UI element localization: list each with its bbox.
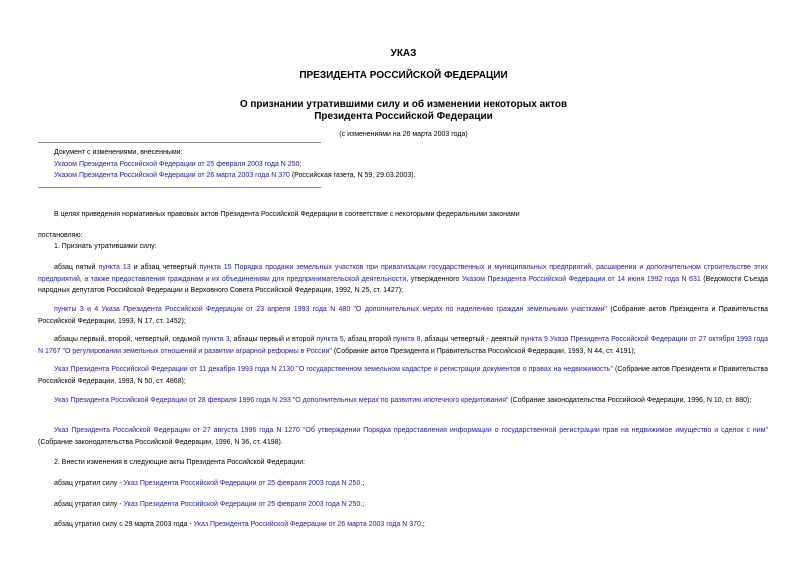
docinfo-heading: Документ с изменениями, внесенными: <box>54 149 183 156</box>
p3-text-5: (Собрание актов Президента и Правительства Российской Федерации, 1993, N 44, ст. 4191); <box>331 347 636 355</box>
a3-text-2: .; <box>420 521 425 528</box>
p3-text-4: , абзацы четвертый - девятый <box>420 336 521 343</box>
amend-line-1 <box>54 478 364 490</box>
p1-link-item13[interactable]: пункта 13 <box>98 264 131 271</box>
p1-text-3: , утвержденного <box>406 275 462 283</box>
p3-link-item8[interactable]: пункта 8 <box>393 336 421 343</box>
p4-text-1: (Собрание актов Президента и Правительства Российской Федерации, 1993, N 50, ст. 4868); <box>38 366 768 385</box>
paragraph-3 <box>38 334 768 357</box>
p2-text-1: (Собрание актов Президента и Правительства Российской Федерации, 1993, N 17, ст. 1452); <box>38 306 768 325</box>
bottom-divider <box>38 187 321 188</box>
p3-text-2: , абзацы первый и второй <box>229 336 317 343</box>
doc-issuer: ПРЕЗИДЕНТА РОССИЙСКОЙ ФЕДЕРАЦИИ <box>299 70 508 81</box>
amendment-link-250[interactable]: Указом Президента Российской Федерации от 25 февраля 2003 года N 250 <box>54 161 300 168</box>
p1-link-decree631[interactable]: Указом Президента Российской Федерации от 14 июня 1992 года N 631 <box>461 275 701 283</box>
paragraph-4 <box>38 364 768 387</box>
top-divider <box>38 142 321 143</box>
resolution-word: постановляю: <box>38 232 83 239</box>
doc-subject-line1: О признании утратившими силу и об изменении некоторых актов <box>239 99 568 110</box>
docinfo-line-1 <box>54 161 301 168</box>
a1-text-1: абзац утратил силу - <box>54 480 124 487</box>
docinfo-tail-1: ; <box>299 161 302 168</box>
a1-link-decree250[interactable]: Указ Президента Российской Федерации от 25 февраля 2003 года N 250 <box>123 480 361 487</box>
amend-line-2 <box>54 499 364 511</box>
p3-link-item3[interactable]: пункта 3 <box>202 336 230 343</box>
paragraph-1 <box>38 262 768 297</box>
p3-text-3: , абзац второй <box>343 336 394 343</box>
docinfo-tail-2: (Российская газета, N 59, 29.03.2003). <box>289 172 416 179</box>
p3-link-item5[interactable]: пункта 5 <box>316 336 344 343</box>
a2-text-2: .; <box>360 501 365 508</box>
p6-link-decree1270[interactable]: Указ Президента Российской Федерации от 27 августа 1996 года N 1270 "Об утверждении Порядка предоставления информации о государственной регистрации прав на недвижимое имущество и сделок с ним" <box>54 427 768 434</box>
docinfo-line-2 <box>54 172 416 179</box>
amend-line-3 <box>54 519 425 531</box>
preamble: В целях приведения нормативных правовых актов Президента Российской Федерации в соответствие с некоторыми федеральными законами <box>54 211 520 218</box>
paragraph-6 <box>38 425 768 448</box>
paragraph-2 <box>38 304 768 327</box>
a3-link-decree370[interactable]: Указ Президента Российской Федерации от 26 марта 2003 года N 370 <box>193 521 421 528</box>
doc-subject-line2: Президента Российской Федерации <box>314 111 493 122</box>
p2-link-decree480[interactable]: пункты 3 и 4 Указа Президента Российской Федерации от 23 апреля 1993 года N 480 "О дополнительных мерах по наделению граждан земельными участками" <box>54 306 608 313</box>
paragraph-5 <box>38 395 768 407</box>
p5-text-1: (Собрание законодательства Российской Федерации, 1996, N 10, ст. 880); <box>508 397 752 404</box>
item-2-heading: 2. Внести изменения в следующие акты Президента Российской Федерации: <box>54 459 306 466</box>
a3-text-1: абзац утратил силу с 29 марта 2003 года - <box>54 521 194 528</box>
a2-text-1: абзац утратил силу - <box>54 501 124 508</box>
a1-text-2: .; <box>360 480 365 487</box>
doc-subject <box>0 99 807 123</box>
p1-link-item15[interactable]: пункта 15 Порядка продажи земельных участков при приватизации государственных и муниципальных предприятий, расширении и дополнительном строительстве этих предприятий, а также предоставления гражданам и их объединениям для предпринимательской деятельности <box>38 264 768 283</box>
a2-link-decree250[interactable]: Указ Президента Российской Федерации от 25 февраля 2003 года N 250 <box>123 501 361 508</box>
p4-link-decree2130[interactable]: Указ Президента Российской Федерации от 11 декабря 1993 года N 2130 "О государственном земельном кадастре и регистрации документов о правах на недвижимость" <box>54 366 613 373</box>
revision-note: (с изменениями на 26 марта 2003 года) <box>339 131 468 138</box>
p1-text-2: и абзац четвертый <box>130 264 200 271</box>
doc-title: УКАЗ <box>390 48 417 59</box>
item-1-heading: 1. Признать утратившими силу: <box>54 243 157 250</box>
p1-text-1: абзац пятый <box>54 264 99 271</box>
p3-link-decree1767[interactable]: пункта 9 Указа Президента Российской Федерации от 27 октября 1993 года N 1767 "О регулировании земельных отношений и развитии аграрной реформы в России" <box>38 336 769 355</box>
p6-text-1: (Собрание законодательства Российской Федерации, 1996, N 36, ст. 4198). <box>38 438 283 446</box>
p5-link-decree293[interactable]: Указ Президента Российской Федерации от 28 февраля 1996 года N 293 "О дополнительных мерах по развитию ипотечного кредитования" <box>54 397 509 404</box>
p3-text-1: абзацы первый, второй, четвертый, седьмой <box>54 336 203 343</box>
p1-text-4: (Ведомости Съезда народных депутатов Российской Федерации и Верховного Совета Российской Федерации, 1992, N 25, ст. 1427); <box>38 275 768 294</box>
amendment-link-370[interactable]: Указом Президента Российской Федерации от 26 марта 2003 года N 370 <box>54 172 290 179</box>
